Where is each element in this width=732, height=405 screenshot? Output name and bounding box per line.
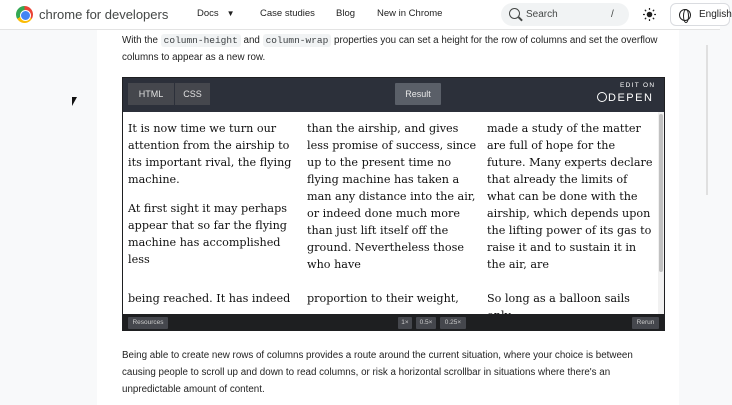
- codepen-logo[interactable]: [597, 92, 653, 104]
- tab-css[interactable]: CSS: [174, 83, 210, 105]
- result-frame: [123, 112, 664, 314]
- search-icon: [509, 8, 520, 19]
- right-rail: [679, 30, 720, 405]
- result-scrollbar[interactable]: [658, 112, 664, 314]
- codepen-logo-icon: [597, 92, 607, 102]
- language-label: English: [699, 9, 732, 20]
- caret-down-icon: ▼: [226, 9, 235, 18]
- brand-link[interactable]: [16, 6, 168, 23]
- nav-case-studies[interactable]: Case studies: [260, 8, 315, 19]
- column-paragraph: made a study of the matter are full of hope for the future. Many experts declare that already the limits of what can be done with the airship, which depends upon the lifting power of its gas to raise it and to sustain it in the air, are: [487, 122, 653, 271]
- search-box[interactable]: [501, 3, 629, 26]
- intro-text: and: [240, 35, 263, 46]
- row2-column-2: proportion to their weight,: [307, 292, 459, 305]
- rerun-button[interactable]: Rerun: [632, 317, 659, 329]
- outro-paragraph: Being able to create new rows of columns provides a route around the current situation, where your choice is between causing people to scroll up and down to read columns, or risk a horizontal scrollbar in situations where there's an unpredictable amount of content.: [122, 350, 633, 395]
- row2-column-3: So long as a balloon sails: [487, 292, 630, 305]
- theme-toggle-icon[interactable]: [643, 8, 656, 21]
- codepen-logo-text: DEPEN: [608, 92, 654, 104]
- intro-paragraph: [122, 32, 667, 66]
- nav-blog[interactable]: Blog: [336, 8, 356, 19]
- codepen-toolbar: [123, 78, 664, 112]
- nav-new-in-chrome[interactable]: New in Chrome: [377, 8, 443, 19]
- nav-docs[interactable]: [197, 8, 235, 19]
- edit-on-label[interactable]: EDIT ON: [620, 82, 656, 89]
- rail-divider: [706, 45, 708, 195]
- column-paragraph: It is now time we turn our attention from the airship to its important rival, the flying machine.: [128, 122, 292, 186]
- column-3: [487, 120, 657, 285]
- code-column-height: column-height: [161, 34, 241, 47]
- column-1: [128, 120, 298, 280]
- row2-column-1: being reached. It has indeed: [128, 292, 291, 305]
- resources-button[interactable]: Resources: [128, 317, 168, 329]
- chrome-logo-icon: [16, 6, 33, 23]
- tab-result[interactable]: Result: [395, 83, 441, 105]
- left-rail: [0, 30, 97, 405]
- column-paragraph: At first sight it may perhaps appear that so far the flying machine has accomplished less: [128, 202, 287, 266]
- globe-icon: [679, 9, 691, 21]
- nav-docs-label: Docs: [197, 8, 219, 19]
- zoom-1x-button[interactable]: 1×: [398, 317, 412, 329]
- scrollbar-thumb[interactable]: [659, 114, 663, 272]
- codepen-embed: [122, 77, 665, 331]
- code-column-wrap: column-wrap: [263, 34, 332, 47]
- search-placeholder: Search: [526, 9, 558, 20]
- zoom-quarter-button[interactable]: 0.25×: [440, 317, 466, 329]
- tab-html[interactable]: HTML: [128, 83, 174, 105]
- zoom-half-button[interactable]: 0.5×: [416, 317, 436, 329]
- intro-text: properties you can set a height for the row of columns and set the overflow columns to appear as a new row.: [122, 35, 658, 63]
- mouse-cursor-icon: [72, 97, 77, 106]
- search-shortcut: /: [611, 9, 614, 20]
- codepen-footer: [123, 314, 664, 331]
- language-selector[interactable]: [670, 3, 730, 26]
- column-paragraph: than the airship, and gives less promise of success, since up to the present time no flying machine has taken a man any distance into the air, or indeed done much more than just lift itself off the ground. Nevertheless those who have: [307, 122, 477, 271]
- brand-name: chrome for developers: [39, 7, 169, 22]
- column-2: [307, 120, 477, 285]
- top-bar: [0, 0, 732, 30]
- intro-text: With the: [122, 35, 161, 46]
